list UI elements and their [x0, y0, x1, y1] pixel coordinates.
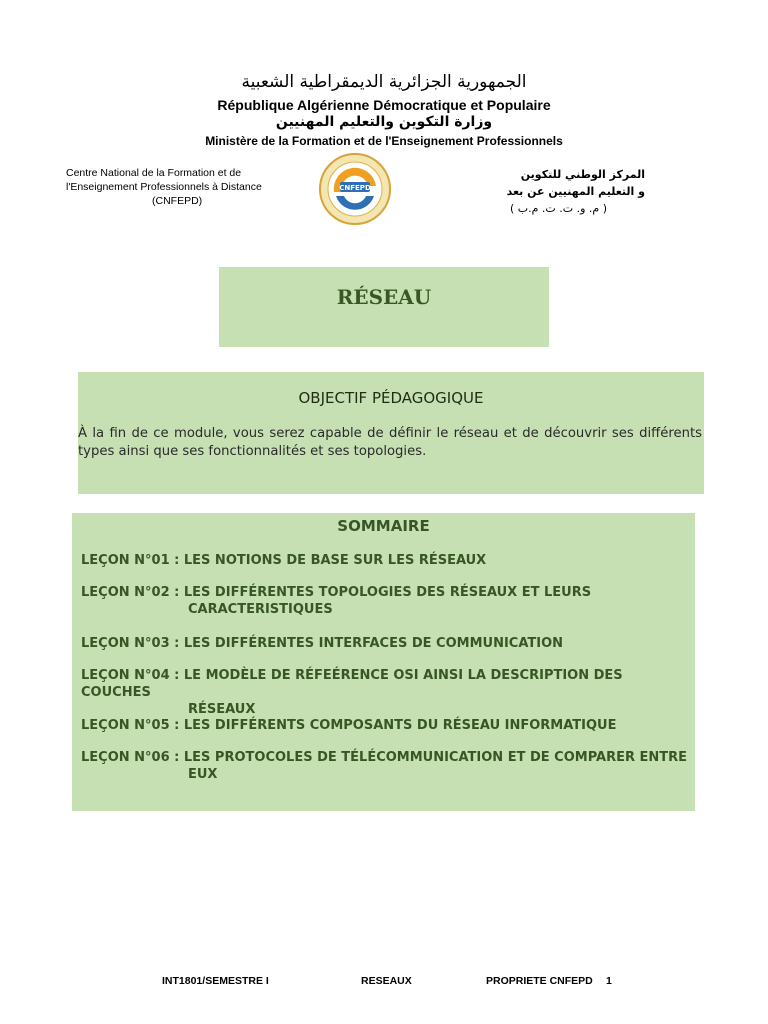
- lesson-item: [81, 635, 691, 652]
- centre-fr-line1: Centre National de la Formation et de: [66, 167, 242, 179]
- lesson-line1: LEÇON N°05 : LES DIFFÉRENTS COMPOSANTS DU RÉSEAU INFORMATIQUE: [81, 718, 617, 733]
- footer-subject: RESEAUX: [361, 975, 412, 987]
- lesson-item: [81, 717, 691, 734]
- centre-name-arabic: [440, 166, 645, 217]
- cnfepd-logo: [318, 152, 392, 226]
- lesson-line1: LEÇON N°03 : LES DIFFÉRENTES INTERFACES DE COMMUNICATION: [81, 636, 564, 651]
- centre-fr-line2: l'Enseignement Professionnels à Distance: [66, 181, 262, 193]
- centre-ar-line1: المركز الوطني للتكوين: [520, 168, 645, 181]
- footer-code: INT1801/SEMESTRE I: [162, 975, 269, 987]
- summary-heading: SOMMAIRE: [337, 517, 430, 535]
- lesson-line2: EUX: [188, 767, 218, 782]
- header-republic: République Algérienne Démocratique et Populaire: [217, 97, 551, 113]
- logo-text: CNFEPD: [339, 184, 371, 192]
- lesson-line2: CARACTERISTIQUES: [188, 602, 333, 617]
- module-title: RÉSEAU: [336, 285, 432, 309]
- lesson-item: [81, 552, 691, 569]
- header-arabic-ministry: وزارة التكوين والتعليم المهنيين: [275, 114, 493, 130]
- centre-ar-line2: و التعليم المهنيين عن بعد: [506, 185, 645, 198]
- page-number: 1: [606, 975, 612, 987]
- header-arabic-republic: الجمهورية الجزائرية الديمقراطية الشعبية: [241, 72, 527, 92]
- objective-text: À la fin de ce module, vous serez capable de définir le réseau et de découvrir ses différents types ainsi que ses fonctionnalités et ses topologies.: [78, 426, 702, 459]
- footer-owner: PROPRIETE CNFEPD: [486, 975, 593, 987]
- lesson-item: [81, 749, 691, 783]
- centre-ar-line3: ( م. و. ت. ت. م.ب ): [509, 202, 607, 215]
- lesson-item: [81, 584, 691, 618]
- header-ministry: Ministère de la Formation et de l'Enseignement Professionnels: [205, 134, 563, 148]
- lesson-line1: LEÇON N°02 : LES DIFFÉRENTES TOPOLOGIES DES RÉSEAUX ET LEURS: [81, 585, 592, 600]
- lesson-line1: LEÇON N°04 : LE MODÈLE DE RÉFEÉRENCE OSI AINSI LA DESCRIPTION DES COUCHES: [81, 668, 623, 700]
- centre-name-french: [66, 166, 296, 208]
- lesson-line1: LEÇON N°06 : LES PROTOCOLES DE TÉLÉCOMMUNICATION ET DE COMPARER ENTRE: [81, 750, 688, 765]
- lesson-line1: LEÇON N°01 : LES NOTIONS DE BASE SUR LES RÉSEAUX: [81, 553, 487, 568]
- lesson-item: [81, 667, 691, 718]
- lesson-line2: RÉSEAUX: [188, 702, 256, 717]
- centre-fr-line3: (CNFEPD): [152, 195, 203, 207]
- objective-heading: OBJECTIF PÉDAGOGIQUE: [298, 389, 484, 407]
